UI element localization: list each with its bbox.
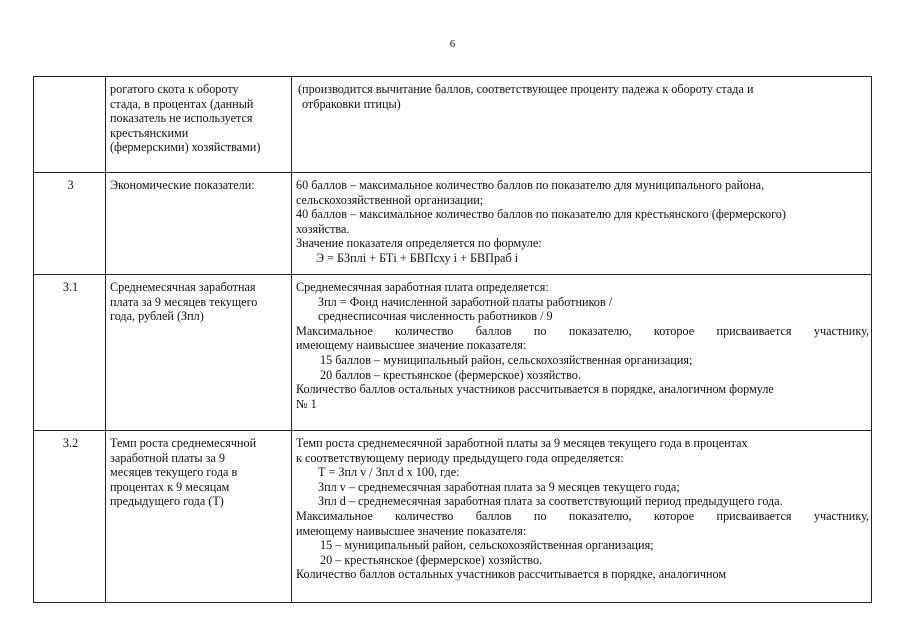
indicator-name-line: года, рублей (Зпл) [110,309,204,324]
indicator-name-line: рогатого скота к обороту [110,82,239,96]
row-number-cell: 3 [34,173,106,275]
indicator-description-cell [292,173,872,275]
indicator-name-line: (фермерскими) хозяйствами) [110,140,261,155]
description-line: отбраковки птицы) [302,96,401,111]
row-number-cell: 3.2 [34,431,106,603]
indicator-name-cell [106,431,292,603]
description-line: 15 – муниципальный район, сельскохозяйственная организация; [320,538,654,553]
description-line: Зпл d – среднемесячная заработная плата за соответствующий период предыдущего года. [318,494,783,509]
indicator-name-line: Темп роста среднемесячной [110,436,257,450]
description-line: № 1 [296,396,317,411]
description-line: хозяйства. [296,221,350,236]
row-number-cell: 3.1 [34,275,106,431]
description-line: сельскохозяйственной организации; [296,192,484,207]
table-row [34,431,872,603]
indicator-name-cell [106,77,292,173]
description-line: 60 баллов – максимальное количество баллов по показателю для муниципального района, [296,178,765,192]
description-line: Значение показателя определяется по формуле: [296,236,542,251]
table-row [34,275,872,431]
formula-line: среднесписочная численность работников / 9 [318,309,553,324]
formula-line: Э = БЗплi + БТi + БВПсху i + БВПраб i [316,250,519,265]
description-line: Максимальное количество баллов по показателю, которое присваивается участнику, [296,323,869,338]
description-line: Зпл v – среднемесячная заработная плата за 9 месяцев текущего года; [318,479,680,494]
indicator-description-cell [292,431,872,603]
indicator-name-cell [106,173,292,275]
indicator-name-line: показатель не используется [110,111,253,126]
description-line: Темп роста среднемесячной заработной платы за 9 месяцев текущего года в процентах [296,436,748,450]
description-line: 20 баллов – крестьянское (фермерское) хозяйство. [320,367,581,382]
description-line: Среднемесячная заработная плата определяется: [296,280,549,294]
description-line: 40 баллов – максимальное количество баллов по показателю для крестьянского (фермерского) [296,207,786,222]
description-line: имеющему наивысшее значение показателя: [296,523,527,538]
indicator-description-cell [292,275,872,431]
description-line: 15 баллов – муниципальный район, сельскохозяйственная организация; [320,352,693,367]
table-row [34,77,872,173]
indicator-name-line: Экономические показатели: [110,178,255,192]
indicator-name-cell [106,275,292,431]
indicator-name-line: крестьянскими [110,125,189,140]
indicator-name-line: плата за 9 месяцев текущего [110,294,258,309]
table-row [34,173,872,275]
indicator-description-cell [292,77,872,173]
row-number-cell [34,77,106,173]
indicators-table [33,76,872,603]
page-number: 6 [449,38,456,50]
description-line: Максимальное количество баллов по показателю, которое присваивается участнику, [296,508,869,523]
indicator-name-line: процентах к 9 месяцам [110,479,230,494]
description-line: 20 – крестьянское (фермерское) хозяйство. [320,552,543,567]
indicator-name-line: месяцев текущего года в [110,465,238,480]
indicator-name-line: Среднемесячная заработная [110,280,256,294]
description-line: Количество баллов остальных участников рассчитывается в порядке, аналогичном [296,567,727,582]
description-line: (производится вычитание баллов, соответствующее проценту падежа к обороту стада и [298,82,754,96]
description-line: имеющему наивысшее значение показателя: [296,338,527,353]
indicator-name-line: заработной платы за 9 [110,450,225,465]
description-line: к соответствующему периоду предыдущего года определяется: [296,450,624,465]
indicator-name-line: предыдущего года (Т) [110,494,224,509]
indicator-name-line: стада, в процентах (данный [110,96,254,111]
formula-line: Т = Зпл v / Зпл d x 100, где: [318,465,460,480]
formula-line: Зпл = Фонд начисленной заработной платы работников / [318,294,613,309]
description-line: Количество баллов остальных участников рассчитывается в порядке, аналогичном формуле [296,382,774,397]
